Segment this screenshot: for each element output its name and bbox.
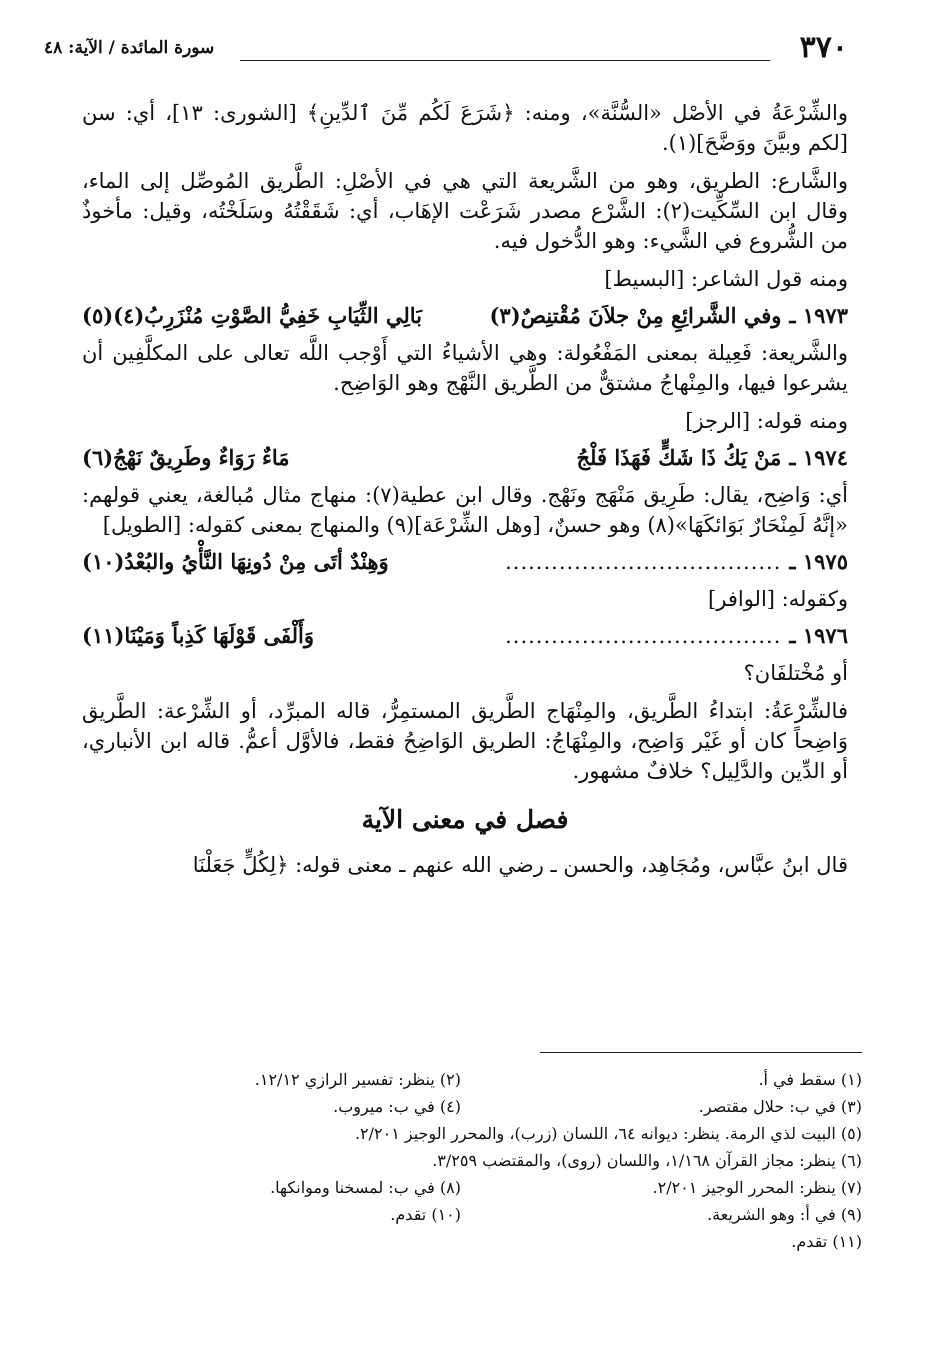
footnote: (٩) في أ: وهو الشريعة. (707, 1205, 862, 1224)
verse-intro-1974: ومنه قوله: [الرجز] (685, 409, 848, 433)
surah-title: سورة المائدة / الآية: ٤٨ (44, 38, 215, 58)
paragraph-meaning: قال ابنُ عبَّاس، ومُجَاهِد، والحسن ـ رضي الله عنهم ـ معنى قوله: ﴿لِكُلٍّ جَعَلْنَا (192, 853, 848, 877)
verse-elided-hemistich: .................................... (505, 624, 782, 648)
page-number: ٣٧٠ (799, 30, 848, 65)
footnotes (60, 1066, 862, 1255)
paragraph-minhaj: أي: وَاضِح، يقال: طَرِيق مَنْهَج ونَهْج. وقال ابن عطية(٧): منهاج مثال مُبالغة، يعني قولهم: «إنَّهُ لَمِنْحَارٌ بَوَائكَهَا»(٨) وهو حسنٌ، [وهل الشِّرْعَة](٩) والمنهاج بمعنى كقوله: [الطويل] (82, 483, 848, 537)
verse-first-hemistich: وفي الشَّرائِعِ مِنْ جلاَنَ مُقْتنِصٌ(٣) (489, 303, 782, 328)
verse-number: ١٩٧٣ ـ (789, 303, 848, 328)
paragraph-question: أو مُخْتلفَان؟ (743, 661, 848, 685)
verse-1974 (82, 442, 848, 474)
verse-number: ١٩٧٤ ـ (789, 445, 848, 470)
paragraph-sharie: والشَّارع: الطريق، وهو من الشَّريعة التي هي في الأصْلِ: الطَّريق المُوصِّل إلى الماء، وقال ابن السِّكِّيت(٢): الشَّرْع مصدر شَرَعْت الإهَاب، أي: شَقَقْتُهُ وسَلَخْتُه، وقيل: مأخوذٌ من الشُّروع في الشَّيء: وهو الدُّخول فيه. (82, 169, 848, 253)
footnote-rule (540, 1052, 862, 1053)
verse-1973 (82, 300, 848, 332)
footnote: (٥) البيت لذي الرمة. ينظر: ديوانه ٦٤، اللسان (زرب)، والمحرر الوجيز ٢/٢٠١. (354, 1124, 862, 1143)
verse-number: ١٩٧٦ ـ (789, 623, 848, 648)
verse-second-hemistich: مَاءٌ رَوَاءٌ وطَرِيقٌ نَهْجُ(٦) (82, 445, 290, 470)
footnote: (٣) في ب: حلال مقتصر. (698, 1097, 862, 1116)
verse-1976 (82, 620, 848, 652)
footnote: (٧) ينظر: المحرر الوجيز ٢/٢٠١. (652, 1178, 862, 1197)
main-text (82, 98, 848, 880)
verse-second-hemistich: وَهِنْدٌ أتَى مِنْ دُونِهَا النَّأْيُ والبُعْدُ(١٠) (82, 549, 389, 574)
section-heading: فصل في معنى الآية (361, 805, 569, 834)
verse-intro-1976: وكقوله: [الوافر] (708, 587, 848, 611)
footnote: (٨) في ب: لمسخنا وموانكها. (270, 1178, 461, 1197)
footnote: (١) سقط في أ. (758, 1070, 862, 1089)
footnote: (٦) ينظر: مجاز القرآن ١/١٦٨، واللسان (روى)، والمقتضب ٣/٢٥٩. (432, 1151, 862, 1170)
verse-first-hemistich: مَنْ يَكُ ذَا شَكٍّ فَهَذَا فَلْجُ (576, 445, 782, 470)
paragraph-shira: والشِّرْعَةُ في الأصْل «السُّنَّة»، ومنه: ﴿شَرَعَ لَكُم مِّنَ ٱلدِّينِ﴾ [الشورى: ١٣]، أي: سن [لكم وبيَّنَ ووَضَّحَ](١). (82, 101, 849, 155)
verse-number: ١٩٧٥ ـ (789, 549, 848, 574)
verse-elided-hemistich: .................................... (505, 550, 782, 574)
verse-1975 (82, 546, 848, 578)
footnote: (١١) تقدم. (791, 1232, 862, 1251)
footnote: (٢) ينظر: تفسير الرازي ١٢/١٢. (254, 1070, 461, 1089)
verse-intro-1973: ومنه قول الشاعر: [البسيط] (604, 267, 848, 291)
verse-second-hemistich: بَالِي الثِّيَابِ خَفِيُّ الصَّوْتِ مُنْزَرِبُ(٤)(٥) (82, 303, 423, 328)
header-rule (240, 60, 770, 61)
footnote: (٤) في ب: ميروب. (333, 1097, 461, 1116)
paragraph-difference: فالشِّرْعَةُ: ابتداءُ الطَّريق، والمِنْهَاج الطَّريق المستمِرُّ، قاله المبرِّد، أو الشِّرْعة: الطَّريق وَاضِحاً كان أو غَيْر وَاضِح، والمِنْهَاجُ: الطريق الوَاضِحُ فقط، فالأوَّل أعمُّ. قاله ابن الأنباري، أو الدِّين والدَّلِيل؟ خلافٌ مشهور. (82, 699, 848, 783)
footnote: (١٠) تقدم. (390, 1205, 461, 1224)
paragraph-sharia-definition: والشَّريعة: فَعِيلة بمعنى المَفْعُولة: وهي الأشياءُ التي أَوْجب اللَّه تعالى على المكلَّفِين أن يشرعوا فيها، والمِنْهاجُ مشتقٌّ من الطَّريق النَّهْج وهو الوَاضِح. (82, 341, 848, 395)
verse-second-hemistich: وَأَلْفَى قَوْلَهَا كَذِباً وَمَيْنَا(١١) (82, 623, 314, 648)
page-header (44, 28, 848, 68)
